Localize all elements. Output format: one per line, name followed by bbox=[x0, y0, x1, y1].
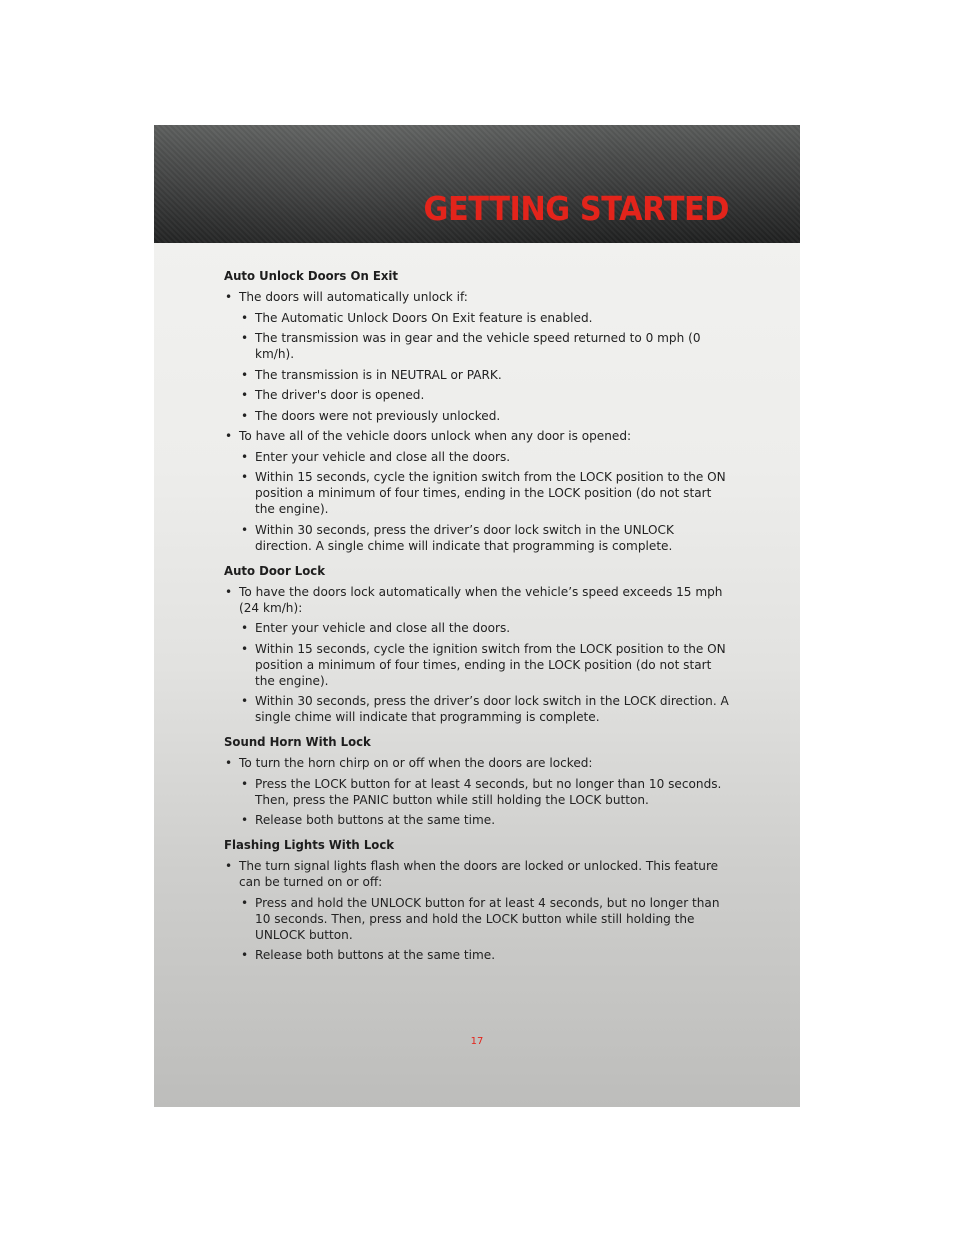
bullet-item: • The turn signal lights flash when the doors are locked or unlocked. This feature can be turned on or off: bbox=[224, 858, 734, 890]
sub-bullet-item: • Enter your vehicle and close all the doors. bbox=[224, 620, 734, 636]
sub-bullet-item: • Within 30 seconds, press the driver’s door lock switch in the UNLOCK direction. A single chime will indicate that programming is complete. bbox=[224, 522, 734, 554]
section-heading: Flashing Lights With Lock bbox=[224, 837, 395, 852]
section-heading: Auto Unlock Doors On Exit bbox=[224, 268, 399, 283]
sub-bullet-item: • Release both buttons at the same time. bbox=[224, 947, 734, 963]
bullet-item: • To have all of the vehicle doors unlock when any door is opened: bbox=[224, 428, 734, 444]
sub-bullet-item: • The driver's door is opened. bbox=[224, 387, 734, 403]
page-content bbox=[224, 268, 734, 968]
sub-bullet-item: • Within 30 seconds, press the driver’s door lock switch in the LOCK direction. A single chime will indicate that programming is complete. bbox=[224, 693, 734, 725]
sub-bullet-item: • The doors were not previously unlocked. bbox=[224, 408, 734, 424]
sub-bullet-item: • Enter your vehicle and close all the doors. bbox=[224, 449, 734, 465]
manual-page bbox=[154, 125, 800, 1107]
sub-bullet-item: • The transmission is in NEUTRAL or PARK. bbox=[224, 367, 734, 383]
bullet-item: • To turn the horn chirp on or off when the doors are locked: bbox=[224, 755, 734, 771]
header-banner bbox=[154, 125, 800, 243]
bullet-item: • To have the doors lock automatically when the vehicle’s speed exceeds 15 mph (24 km/h): bbox=[224, 584, 734, 616]
bullet-item: • The doors will automatically unlock if: bbox=[224, 289, 734, 305]
section-heading: Sound Horn With Lock bbox=[224, 734, 371, 749]
sub-bullet-item: • Press and hold the UNLOCK button for at least 4 seconds, but no longer than 10 seconds. Then, press and hold the LOCK button while still holding the UNLOCK button. bbox=[224, 895, 734, 943]
sub-bullet-item: • Press the LOCK button for at least 4 seconds, but no longer than 10 seconds. Then, press the PANIC button while still holding the LOCK button. bbox=[224, 776, 734, 808]
sub-bullet-item: • Within 15 seconds, cycle the ignition switch from the LOCK position to the ON position a minimum of four times, ending in the LOCK position (do not start the engine). bbox=[224, 641, 734, 689]
sub-bullet-item: • The transmission was in gear and the vehicle speed returned to 0 mph (0 km/h). bbox=[224, 330, 734, 362]
sub-bullet-item: • Within 15 seconds, cycle the ignition switch from the LOCK position to the ON position a minimum of four times, ending in the LOCK position (do not start the engine). bbox=[224, 469, 734, 517]
section-heading: Auto Door Lock bbox=[224, 562, 326, 578]
sub-bullet-item: • Release both buttons at the same time. bbox=[224, 812, 734, 828]
page-number: 17 bbox=[470, 1036, 484, 1047]
sub-bullet-item: • The Automatic Unlock Doors On Exit feature is enabled. bbox=[224, 310, 734, 326]
page-title: GETTING STARTED bbox=[423, 189, 729, 228]
